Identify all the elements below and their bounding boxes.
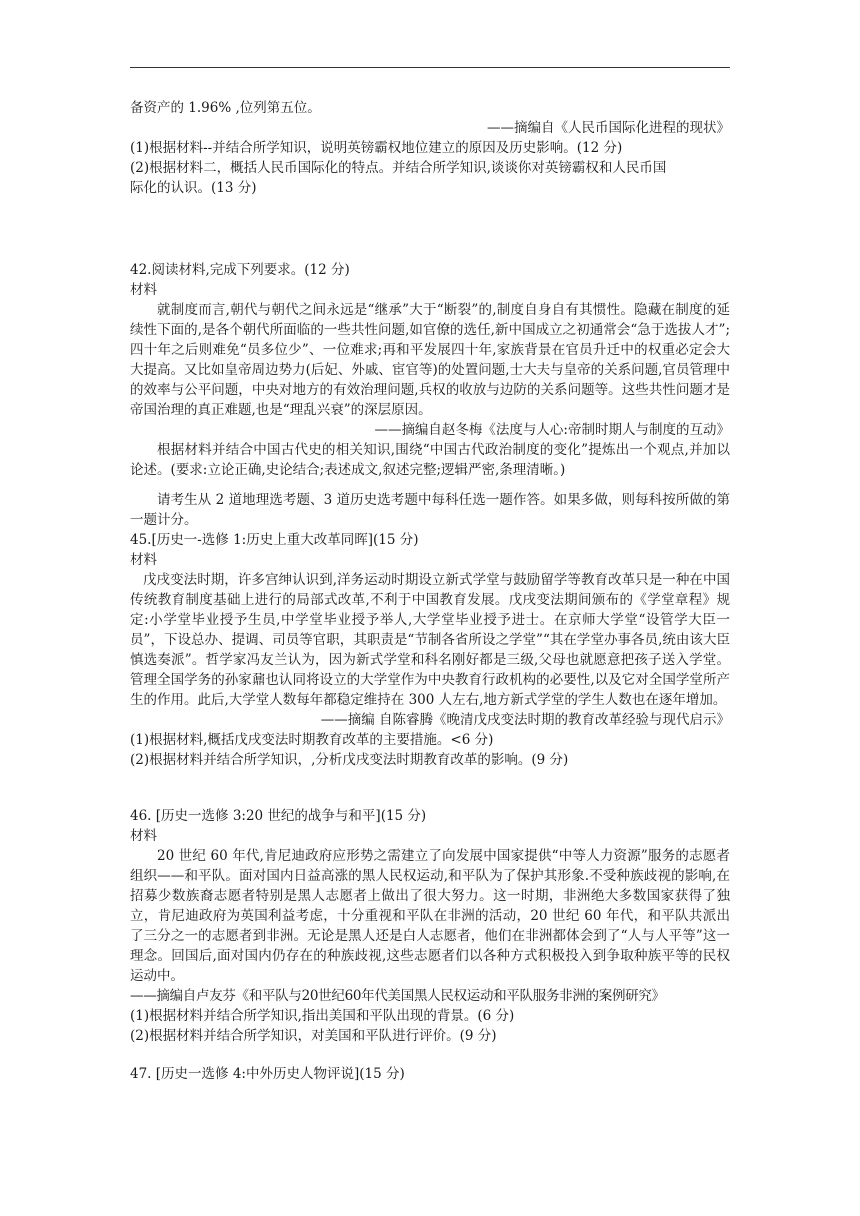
q46-question-1: (1)根据材料并结合所学知识,指出美国和平队出现的背景。(6 分): [130, 1008, 515, 1024]
q46-material-body: 20 世纪 60 年代,肯尼迪政府应形势之需建立了向发展中国家提供“中等人力资源”服务的志愿者组织——和平队。面对国内日益高涨的黑人民权运动,和平队为了保护其形象.不受种族歧视的影响,在招募少数族裔志愿者特别是黑人志愿者上做出了很大努力。这一时期，非洲绝大多数国家获得了独立，肯尼迪政府为英国利益考虑，十分重视和平队在非洲的活动，20 世纪 60 年代，和平队共派出了三分之一的志愿者到非洲。无论是黑人还是白人志愿者，他们在非洲都体会到了“人与人平等”这一理念。回国后,面对国内仍存在的种族歧视,这些志愿者们以各种方式积极投入到争取种族平等的民权运动中。: [130, 848, 730, 984]
elective-notice: 请考生从 2 道地理选考题、3 道历史选考题中每科任选一题作答。如果多做，则每科按所做的第一题计分。: [130, 492, 730, 528]
q42-requirement: 根据材料并结合中国古代史的相关知识,围绕“中国古代政治制度的变化”提炼出一个观点,并加以论述。(要求:立论正确,史论结合;表述成文,叙述完整;逻辑严密,条理清晰。): [130, 442, 730, 478]
q46-question-2: (2)根据材料并结合所学知识，对美国和平队进行评价。(9 分): [130, 1028, 497, 1044]
q45-question-1: (1)根据材料,概括戊戌变法时期教育改革的主要措施。<6 分): [130, 732, 494, 748]
q45-material-label: 材料: [130, 552, 157, 568]
document-page: [130, 98, 730, 1084]
header-rule: [130, 67, 730, 68]
q46-title: 46. [历史一选修 3:20 世纪的战争与和平](15 分): [130, 808, 427, 824]
top-fragment: 备资产的 1.96% ,位列第五位。: [130, 100, 321, 116]
q41-question-2-line-1: (2)根据材料二，概括人民币国际化的特点。并结合所学知识,谈谈你对英镑霸权和人民币国: [130, 160, 667, 176]
q46-material-label: 材料: [130, 828, 157, 844]
q45-title: 45.[历史一-选修 1:历史上重大改革同晖](15 分): [130, 532, 419, 548]
q45-question-2: (2)根据材料并结合所学知识，,分析戊戌变法时期教育改革的影响。(9 分): [130, 752, 569, 768]
q45-material-body: 戊戌变法时期，许多宫绅认识到,洋务运动时期设立新式学堂与鼓励留学等教育改革只是一种在中国传统教育制度基础上进行的局部式改革,不利于中国教育发展。戊戌变法期间颁布的《学堂章程》规定:小学堂毕业授予生员,中学堂毕业授予举人,大学堂毕业授予进士。在京师大学堂“设管学大臣一员”，下设总办、提调、司员等官职，其职责是“节制各省所设之学堂”“其在学堂办事各员,统由该大臣慎选奏派”。哲学家冯友兰认为，因为新式学堂和科名刚好都是三级,父母也就愿意把孩子送入学堂。管理全国学务的孙家鼐也认同将设立的大学堂作为中央教育行政机构的必要性,以及它对全国学堂所产生的作用。此后,大学堂人数每年都稳定维持在 300 人左右,地方新式学堂的学生人数也在逐年增加。: [130, 572, 730, 708]
q41-question-2-line-2: 际化的认识。(13 分): [130, 180, 257, 196]
q42-source: ——摘编自赵冬梅《法度与人心:帝制时期人与制度的互动》: [374, 422, 730, 438]
q42-title: 42.阅读材料,完成下列要求。(12 分): [130, 262, 350, 278]
q41-question-1: (1)根据材料--并结合所学知识，说明英镑霸权地位建立的原因及历史影响。(12 分): [130, 140, 623, 156]
q42-material-label: 材料: [130, 282, 157, 298]
q42-material-body: 就制度而言,朝代与朝代之间永远是“继承”大于“断裂”的,制度自身自有其惯性。隐藏在制度的延续性下面的,是各个朝代所面临的一些共性问题,如官僚的选任,新中国成立之初通常会“急于选拔人才”;四十年之后则难免“员多位少”、一位难求;再和平发展四十年,家族背景在官员升迁中的权重必定会大大提高。又比如皇帝周边势力(后妃、外戚、宦官等)的处置问题,士大夫与皇帝的关系问题,官员管理中的效率与公平问题，中央对地方的有效治理问题,兵权的收放与边防的关系问题等。这些共性问题才是帝国治理的真正难题,也是“理乱兴衰”的深层原因。: [130, 302, 730, 418]
q45-source: ——摘编 自陈睿腾《晚清戊戌变法时期的教育改革经验与现代启示》: [320, 712, 730, 728]
q41-source: ——摘编自《人民币国际化进程的现状》: [487, 120, 730, 136]
q47-title: 47. [历史一选修 4:中外历史人物评说](15 分): [130, 1066, 405, 1082]
q46-source: ——摘编自卢友芬《和平队与20世纪60年代美国黑人民权运动和平队服务非洲的案例研究》: [130, 988, 665, 1004]
